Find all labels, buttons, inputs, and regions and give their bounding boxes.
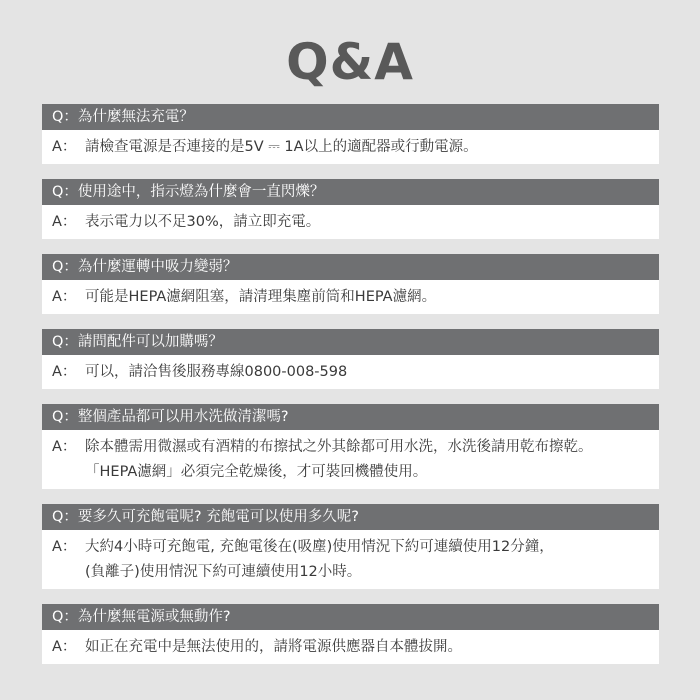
question-prefix: Q： xyxy=(52,259,78,275)
answer-prefix: A： xyxy=(52,214,77,230)
answer-prefix: A： xyxy=(52,139,77,155)
answer-text: (負離子)使用情況下約可連續使用12小時。 xyxy=(85,564,362,580)
question-prefix: Q： xyxy=(52,409,78,425)
question-prefix: Q： xyxy=(52,109,78,125)
question-text: 整個產品都可以用水洗做清潔嗎? xyxy=(77,409,289,425)
question-text: 請問配件可以加購嗎？ xyxy=(77,334,223,350)
question-bar xyxy=(42,604,659,630)
answer-text: 請檢查電源是否連接的是5V ⎓ 1A以上的適配器或行動電源。 xyxy=(85,139,478,155)
answer-text: 可能是HEPA濾網阻塞，請清理集塵前筒和HEPA濾網。 xyxy=(85,289,437,305)
qa-item-5 xyxy=(42,404,659,489)
question-text: 為什麼無電源或無動作? xyxy=(77,609,231,625)
answer-box xyxy=(42,630,659,664)
qa-item-4 xyxy=(42,329,659,389)
page-title: Q&A xyxy=(286,33,414,91)
question-bar xyxy=(42,104,659,130)
answer-prefix: A： xyxy=(52,364,77,380)
question-bar xyxy=(42,404,659,430)
qa-item-6 xyxy=(42,504,659,589)
question-text: 使用途中，指示燈為什麼會一直閃爍？ xyxy=(77,184,325,200)
answer-text: 可以，請洽售後服務專線0800-008-598 xyxy=(85,364,348,380)
answer-box xyxy=(42,355,659,389)
answer-text: 表示電力以不足30%，請立即充電。 xyxy=(85,214,321,230)
question-text: 為什麼運轉中吸力變弱？ xyxy=(77,259,238,275)
answer-text: 如正在充電中是無法使用的，請將電源供應器自本體拔開。 xyxy=(85,639,462,655)
question-bar xyxy=(42,179,659,205)
answer-text: 除本體需用微濕或有酒精的布擦拭之外其餘都可用水洗，水洗後請用乾布擦乾。 xyxy=(85,439,593,455)
answer-box xyxy=(42,205,659,239)
answer-text: 大約4小時可充飽電, 充飽電後在(吸塵)使用情況下約可連續使用12分鐘， xyxy=(85,539,554,555)
answer-box xyxy=(42,530,659,589)
qa-item-3 xyxy=(42,254,659,314)
answer-box xyxy=(42,280,659,314)
question-prefix: Q： xyxy=(52,609,78,625)
answer-prefix: A： xyxy=(52,439,77,455)
answer-box xyxy=(42,130,659,164)
question-bar xyxy=(42,504,659,530)
question-prefix: Q： xyxy=(52,184,78,200)
question-text: 要多久可充飽電呢? 充飽電可以使用多久呢? xyxy=(77,509,359,525)
qa-item-1 xyxy=(42,104,659,164)
qa-item-7 xyxy=(42,604,659,664)
question-text: 為什麼無法充電？ xyxy=(77,109,194,125)
answer-prefix: A： xyxy=(52,639,77,655)
qa-item-2 xyxy=(42,179,659,239)
question-prefix: Q： xyxy=(52,509,78,525)
answer-text: 「HEPA濾網」必須完全乾燥後，才可裝回機體使用。 xyxy=(85,464,428,480)
answer-prefix: A： xyxy=(52,289,77,305)
question-bar xyxy=(42,329,659,355)
answer-prefix: A： xyxy=(52,539,77,555)
question-bar xyxy=(42,254,659,280)
answer-box xyxy=(42,430,659,489)
question-prefix: Q： xyxy=(52,334,78,350)
